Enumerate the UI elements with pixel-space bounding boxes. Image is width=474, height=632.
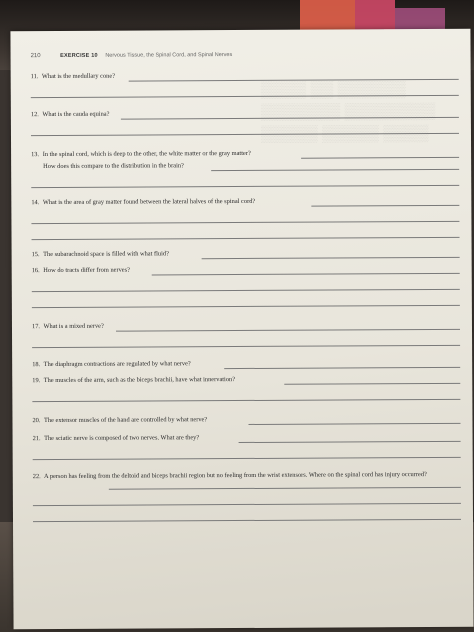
answer-line[interactable] [248,423,460,425]
answer-line[interactable] [31,221,459,224]
answer-line[interactable] [211,169,459,171]
question-text: The subarachnoid space is filled with what fluid? [43,250,169,259]
bleed-through-text: ▒▒▒▒ ▒▒ ▒▒▒▒▒▒ ▒▒▒▒▒▒▒ ▒▒▒▒▒▒▒▒ ▒▒▒▒▒ ▒▒▒▒▒ ▒▒▒▒ [260,81,436,143]
question-text: What is a mixed nerve? [43,322,104,331]
answer-line[interactable] [31,185,459,188]
question-number: 20. [32,417,41,425]
answer-line[interactable] [32,399,460,402]
question-number: 18. [32,361,41,369]
question-number: 12. [30,111,39,119]
answer-line[interactable] [32,305,460,308]
question-number: 11. [30,73,39,81]
question-text: What is the cauda equina? [42,110,110,119]
answer-line[interactable] [109,487,461,490]
background-object [355,0,395,30]
page-header [31,51,451,59]
answer-line[interactable] [202,257,460,259]
answer-line[interactable] [152,273,460,276]
answer-line[interactable] [33,519,461,522]
answer-line[interactable] [33,503,461,506]
exercise-title: EXERCISE 10 [60,52,98,59]
exercise-subtitle: Nervous Tissue, the Spinal Cord, and Spinal Nerves [105,52,233,59]
question-number: 19. [32,377,41,385]
answer-line[interactable] [32,237,460,240]
question-number: 22. [32,473,41,481]
worksheet-page [10,29,473,629]
page-number: 210 [30,53,41,60]
question-text: What is the area of gray matter found between the lateral halves of the spinal cord? [42,197,256,207]
question-number: 14. [31,199,40,207]
answer-line[interactable] [32,345,460,348]
question-number: 15. [31,251,40,259]
question-text: What is the medullary cone? [41,72,116,81]
question-text: The extensor muscles of the hand are controlled by what nerve? [43,416,208,425]
answer-line[interactable] [224,367,460,369]
answer-line[interactable] [311,205,459,207]
answer-line[interactable] [239,441,461,443]
answer-line[interactable] [284,383,460,385]
question-text: The muscles of the arm, such as the biceps brachii, have what innervation? [43,376,236,385]
answer-line[interactable] [32,289,460,292]
question-number: 21. [32,435,41,443]
question-text: The sciatic nerve is composed of two nerves. What are they? [44,434,200,443]
question-text: How do tracts differ from nerves? [43,266,130,275]
question-text: The diaphragm contractions are regulated by what nerve? [43,360,191,369]
question-number: 16. [31,267,40,275]
question-number: 13. [31,151,40,159]
question-text: In the spinal cord, which is deep to the other, the white matter or the gray matter? [42,149,251,159]
question-22 [33,471,453,481]
question-text: How does this compare to the distribution in the brain? [43,162,184,171]
answer-line[interactable] [33,457,461,460]
question-text: A person has feeling from the deltoid and biceps brachii region but no feeling from the wrist extensors. Where on the spinal cord has injury occurred? [44,471,427,481]
question-number: 17. [31,323,41,331]
